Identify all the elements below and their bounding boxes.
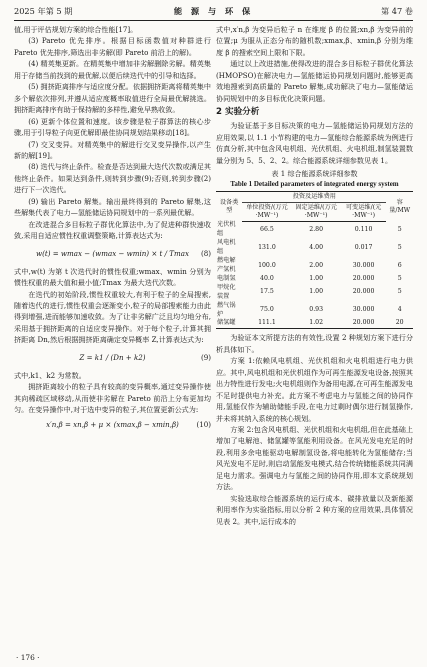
equation-10-body: x′n,β = xn,β + μ × (xmax,β − xmin,β) <box>46 419 179 429</box>
equation-9 <box>14 346 211 370</box>
step-9-paragraph: (9) 输出 Pareto 解集。输出最终得到的 Pareto 解集,这些解集代表了电力—氢能储运协同规划中的一系列最优解。 <box>14 196 211 218</box>
table-row <box>216 257 413 275</box>
paragraph: 通过以上改进措施,使得改进的混合多目标粒子群优化算法(HMOPSO)在解决电力—氢能储运协同规划问题时,能够更高效地搜索到高质量的 Pareto 解集,成功解决了电力—氢能储运协同规划中的多目标优化决策问题。 <box>216 59 413 103</box>
table-cell: 4.00 <box>309 243 324 251</box>
step-8-paragraph: (8) 迭代与终止条件。检查是否达到最大迭代次数或满足其他终止条件。如果达到条件,则转到步骤(9);否则,转到步骤(2)进行下一次迭代。 <box>14 162 211 195</box>
table-cell: 6 <box>397 261 402 269</box>
table-cell: 2.00 <box>309 261 324 269</box>
step-4-paragraph: (4) 精英集更新。在精英集中增加非劣解删除劣解。精英集用于存储当前找到的最优解,以便后续迭代中的引导和选择。 <box>14 59 211 80</box>
scheme-1-paragraph: 方案 1:依赖风电机组、光伏机组和火电机组进行电力供应。其中,风电机组和光伏机组作为可再生能源发电设备,按照其出力特性进行发电;火电机组则作为备用电源,在可再生能源发电不足时提供电力补充。此方案不考虑电力与氢能之间的协同作用,氢能仅作为辅助储能手段,在电力过剩时偶尔进行制氢操作,并未将其纳入系统的核心规划。 <box>216 356 413 423</box>
table-cell: 燃气锅炉 <box>217 301 236 318</box>
parameters-table <box>216 191 413 329</box>
table-cell: 1.00 <box>309 274 324 282</box>
paragraph: 在迭代的初始阶段,惯性权重较大,有利于粒子的全局搜索,随着迭代的进行,惯性权重会逐渐变小,粒子的局部搜索能力由此得到增强,进而能够加速收敛。为了让非劣解广泛且均匀地分布,采用基于拥挤距离的自适应变异操作。对于每个粒子,计算其拥挤距离 Dn,然后根据拥挤距离确定变异概率 Z,计算表达式为: <box>14 289 211 345</box>
table-row <box>216 239 413 257</box>
step-6-paragraph: (6) 更新个体位置和速度。该步骤是粒子群算法的核心步骤,用于引导粒子向更优解即最佳协同规划结果移动[18]。 <box>14 116 211 138</box>
table-cell: 66.5 <box>260 226 274 234</box>
page-number: · 176 · <box>16 652 40 662</box>
table-header-variable-om: 可变运维/(元·MW⁻¹) <box>341 202 387 221</box>
equation-10 <box>14 416 211 433</box>
paragraph: 为验证本文所提方法的有效性,设置 2 种规划方案下进行分析具体如下。 <box>216 333 413 354</box>
table-cell: 0.017 <box>354 243 373 251</box>
table-cell: 100.0 <box>258 261 276 269</box>
left-column <box>14 24 211 433</box>
table-cell: 20.000 <box>341 319 387 328</box>
journal-title: 能 源 与 环 保 <box>173 6 254 16</box>
table-row <box>216 302 413 320</box>
paragraph: 为验证基于多目标决策的电力—氢能储运协同规划方法的应用效果,以 1.1 小节构建的电力—氢能综合能源系统为例进行仿真分析,其中包含风电机组、光伏机组、火电机组,制氢装置数量分别为 5、5、2、2。综合能源系统详细参数见表 1。 <box>216 121 413 165</box>
table-header-fixed-om: 固定运维/(万元·MW⁻¹) <box>292 202 341 221</box>
table-header-unit-invest: 单位投资/(万元·MW⁻¹) <box>242 202 291 221</box>
equation-number: (10) <box>196 419 211 429</box>
table-cell: 20.000 <box>352 274 375 282</box>
scheme-2-paragraph: 方案 2:包含风电机组、光伏机组和火电机组,但在此基础上增加了电解池、储氢罐等氢能利用设备。在风光发电充足的时段,利用多余电能驱动电解制氢设备,将电能转化为氢能储存;当风光发电不足时,则启动氢能发电模式,结合传统储能系统共同满足电力需求。强调电力与氢能之间的协同作用,即本文系统规划方法。 <box>216 424 413 492</box>
table-cell: 17.5 <box>260 288 274 296</box>
table-cell: 20.000 <box>352 288 375 296</box>
equation-number: (8) <box>200 248 211 258</box>
table-cell: 5 <box>397 225 402 233</box>
paragraph: 在改进混合多目标粒子群优化算法中,为了促进种群快速收敛,采用自适应惯性权重调整策略,计算表达式为: <box>14 219 211 241</box>
table-row <box>216 319 413 328</box>
table-cell: 1.02 <box>292 319 341 328</box>
table-cell: 20 <box>386 319 413 328</box>
equation-9-body: Z = k1 / (Dn + k2) <box>79 352 146 362</box>
section-heading: 2 实验分析 <box>216 107 260 118</box>
table-cell: 1.00 <box>309 288 324 296</box>
issue-label: 2025 年第 5 期 <box>14 6 73 16</box>
table-row <box>216 284 413 302</box>
equation-number: (9) <box>200 352 211 362</box>
table-cell: 30.000 <box>352 261 375 269</box>
table-caption-cn: 表 1 综合能源系统详细参数 <box>271 169 358 178</box>
table-cell: 111.1 <box>242 319 291 328</box>
table-row <box>216 221 413 239</box>
table-cell: 5 <box>397 288 402 296</box>
paragraph: 式中,k1、k2 为常数。 <box>14 370 86 380</box>
table-cell: 光伏机组 <box>217 221 236 238</box>
table-cell: 燃电解产氢机 <box>217 257 236 274</box>
table-cell: 甲烷化装置 <box>217 283 236 300</box>
table-cell: 2.80 <box>309 226 324 234</box>
table-cell: 4 <box>397 306 402 314</box>
table-cell: 40.0 <box>260 274 274 282</box>
step-3-paragraph: (3) Pareto 优先排序。根据目标函数值对种群进行 Pareto 优先排序,筛选出非劣解(即 Pareto 前沿上的解)。 <box>14 36 211 57</box>
table-cell: 储氢罐 <box>216 319 242 328</box>
paragraph: 拥挤距离较小的粒子具有较高的变异概率,通过变异操作使其向稀疏区域移动,从而使非劣解在 Pareto 前沿上分布更加均匀。在变异操作中,对于选中变异的粒子,其位置更新公式为: <box>14 382 211 415</box>
equation-8-body: w(t) = wmax − (wmax − wmin) × t / Tmax <box>36 248 189 258</box>
table-cell: 0.93 <box>309 306 324 314</box>
paragraph: 值,用于评估规划方案的综合性能[17]。 <box>14 25 138 34</box>
equation-8 <box>14 242 211 266</box>
step-7-paragraph: (7) 交叉变异。对精英集中的解进行交叉变异操作,以产生新的解[19]。 <box>14 139 211 160</box>
table-cell: 风电机组 <box>217 239 236 256</box>
table-cell: 0.110 <box>354 226 373 234</box>
table-cell: 5 <box>397 243 402 251</box>
table-header-device: 设备类型 <box>216 191 242 221</box>
table-body <box>216 221 413 328</box>
table-cell: 131.0 <box>258 243 276 251</box>
right-column <box>216 24 413 527</box>
paragraph: 式中,w(t) 为第 t 次迭代时的惯性权重;wmax、wmin 分别为惯性权重的最大值和最小值;Tmax 为最大迭代次数。 <box>14 266 211 288</box>
table-header-group: 投资及运维费用 <box>242 191 386 202</box>
table-caption-en: Table 1 Detailed parameters of integrated energy system <box>230 179 399 188</box>
volume-label: 第 47 卷 <box>381 6 413 16</box>
table-header-capacity: 容量/MW <box>386 191 413 221</box>
table-cell: 5 <box>397 274 402 282</box>
step-5-paragraph: (5) 拥挤距离排序与适应度分配。依据拥挤距离将精英集中多个解依次排列,并遵从适应度概率取值进行全局最优解挑选。拥挤距离排序有助于保持解的多样性,避免早熟收敛。 <box>14 82 211 115</box>
paragraph: 实验选取综合能源系统的运行成本、碳排放量以及新能源利用率作为实验指标,用以分析 2 种方案的应用效果,具体情况见表 2。其中,运行成本的 <box>216 493 413 526</box>
table-cell: 75.0 <box>260 306 274 314</box>
table-cell: 30.000 <box>352 306 375 314</box>
running-header <box>14 4 413 18</box>
header-rule <box>14 20 413 21</box>
paragraph: 式中,x′n,β 为变异后粒子 n 在维度 β 的位置;xn,β 为变异前的位置;μ 为服从正态分布的随机数;xmax,β、xmin,β 分别为维度 β 的搜索空间上限和下限。 <box>216 25 413 57</box>
table-cell: 电制氢 <box>217 274 236 282</box>
table-row <box>216 275 413 284</box>
